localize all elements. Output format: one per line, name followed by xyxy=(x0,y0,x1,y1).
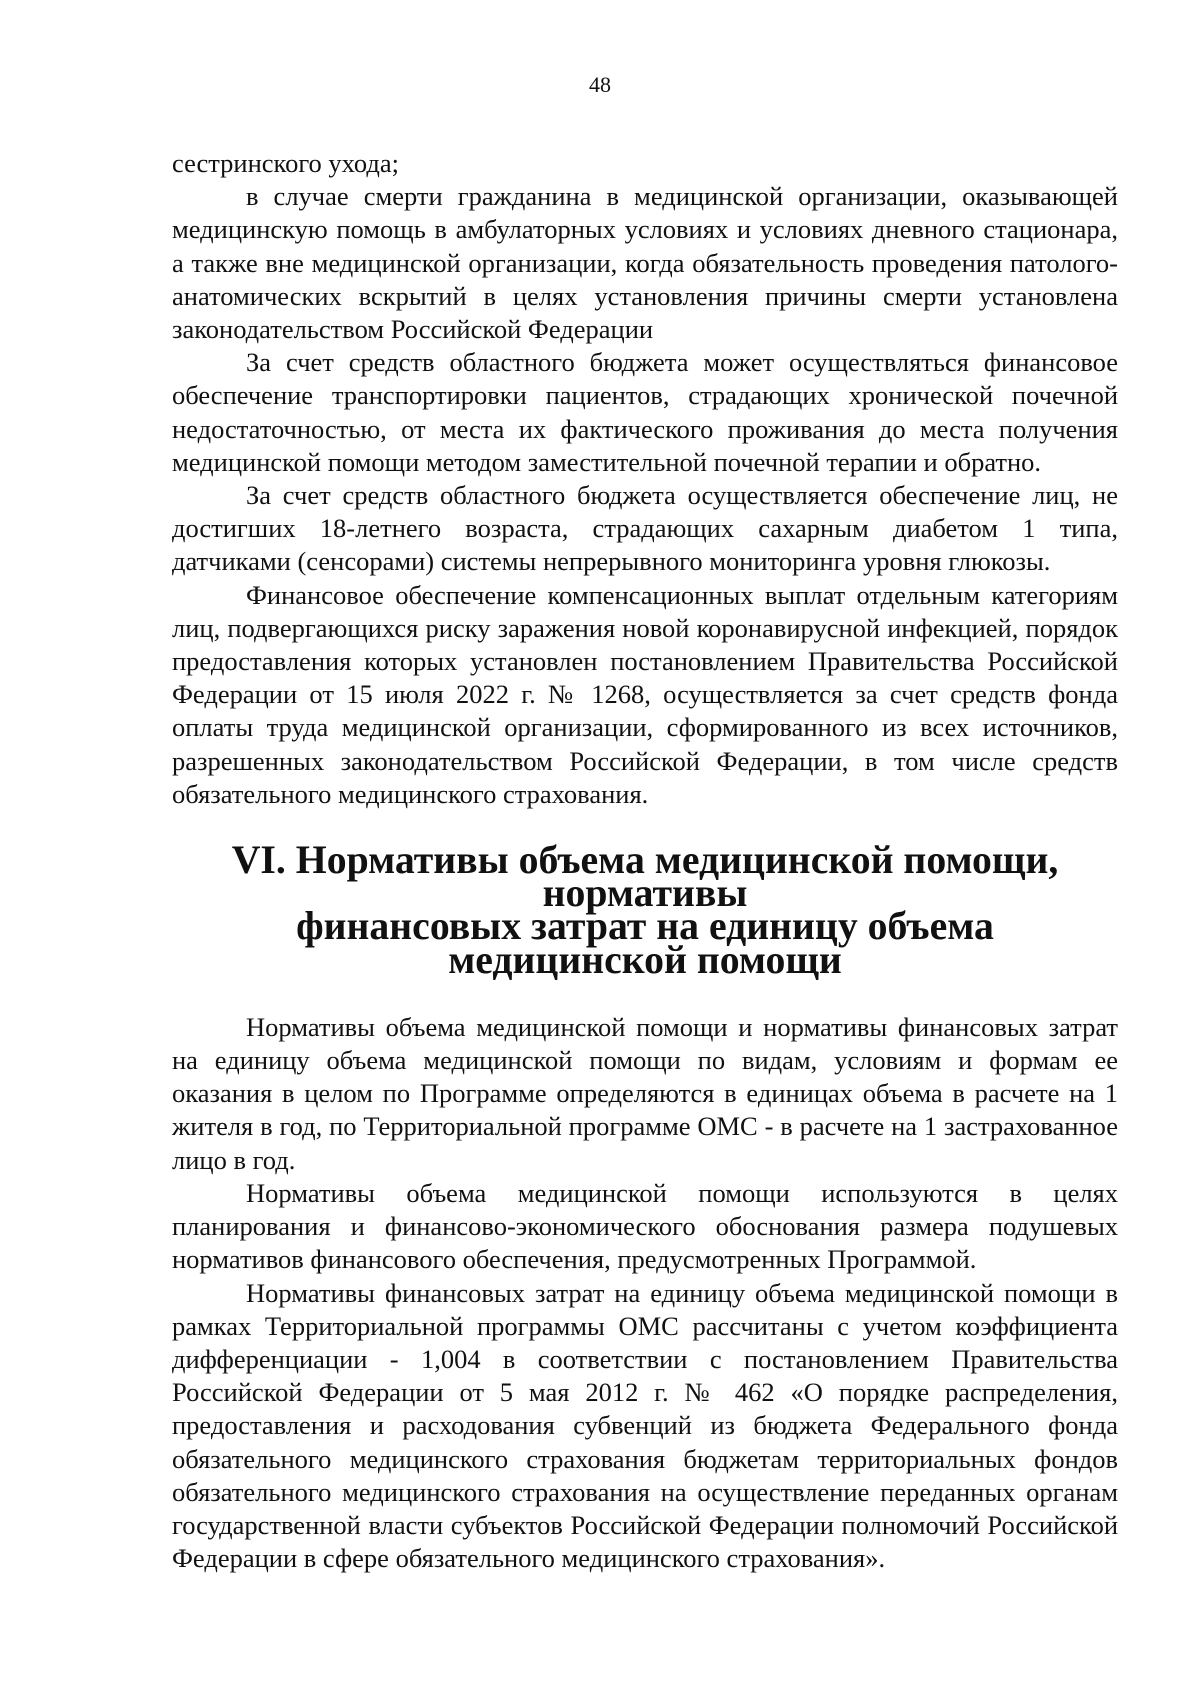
section-heading-line-2: финансовых затрат на единицу объема медицинской помощи xyxy=(296,904,994,982)
section-heading-line-1: VI. Нормативы объема медицинской помощи, нормативы xyxy=(231,838,1059,916)
paragraph-death-case: в случае смерти гражданина в медицинской организации, оказывающей медицинскую помощь в амбулаторных условиях и условиях дневного стационара, а также вне медицинской организации, когда обязательность проведения патолого-анатомических вскрытий в целях установления причины смерти установлена законодательством Российской Федерации xyxy=(172,181,1118,345)
page-number: 48 xyxy=(589,72,611,97)
paragraph-cost-norms: Нормативы финансовых затрат на единицу объема медицинской помощи в рамках Территориальной программы ОМС рассчитаны с учетом коэффициента дифференциации - 1,004 в соответствии с постановлением Правительства Российской Федерации от 5 мая 2012 г. № 462 «О порядке распределения, предоставления и расходования субвенций из бюджета Федерального фонда обязательного медицинского страхования бюджетам территориальных фондов обязательного медицинского страхования на осуществление переданных органам государственной власти субъектов Российской Федерации полномочий Российской Федерации в сфере обязательного медицинского страхования». xyxy=(172,1277,1118,1574)
section-heading xyxy=(172,838,1118,982)
paragraph-compensation-payments: Финансовое обеспечение компенсационных выплат отдельным категориям лиц, подвергающихся риску заражения новой коронавирусной инфекцией, порядок предоставления которых установлен постановлением Правительства Российской Федерации от 15 июля 2022 г. № 1268, осуществляется за счет средств фонда оплаты труда медицинской организации, сформированного из всех источников, разрешенных законодательством Российской Федерации, в том числе средств обязательного медицинского страхования. xyxy=(172,579,1118,809)
paragraph-transport-financing: За счет средств областного бюджета может осуществляться финансовое обеспечение транспортировки пациентов, страдающих хронической почечной недостаточностью, от места их фактического проживания до места получения медицинской помощи методом заместительной почечной терапии и обратно. xyxy=(172,347,1118,477)
paragraph-norms-usage: Нормативы объема медицинской помощи используются в целях планирования и финансово-экономического обоснования размера подушевых нормативов финансового обеспечения, предусмотренных Программой. xyxy=(172,1177,1118,1275)
paragraph-glucose-sensors: За счет средств областного бюджета осуществляется обеспечение лиц, не достигших 18-летнего возраста, страдающих сахарным диабетом 1 типа, датчиками (сенсорами) системы непрерывного мониторинга уровня глюкозы. xyxy=(172,480,1118,577)
paragraph-norms-definition: Нормативы объема медицинской помощи и нормативы финансовых затрат на единицу объема медицинской помощи по видам, условиям и формам ее оказания в целом по Программе определяются в единицах объема в расчете на 1 жителя в год, по Территориальной программе ОМС - в расчете на 1 застрахованное лицо в год. xyxy=(172,1011,1118,1175)
paragraph-continuation: сестринского ухода; xyxy=(172,148,399,178)
document-body xyxy=(172,147,1118,1575)
